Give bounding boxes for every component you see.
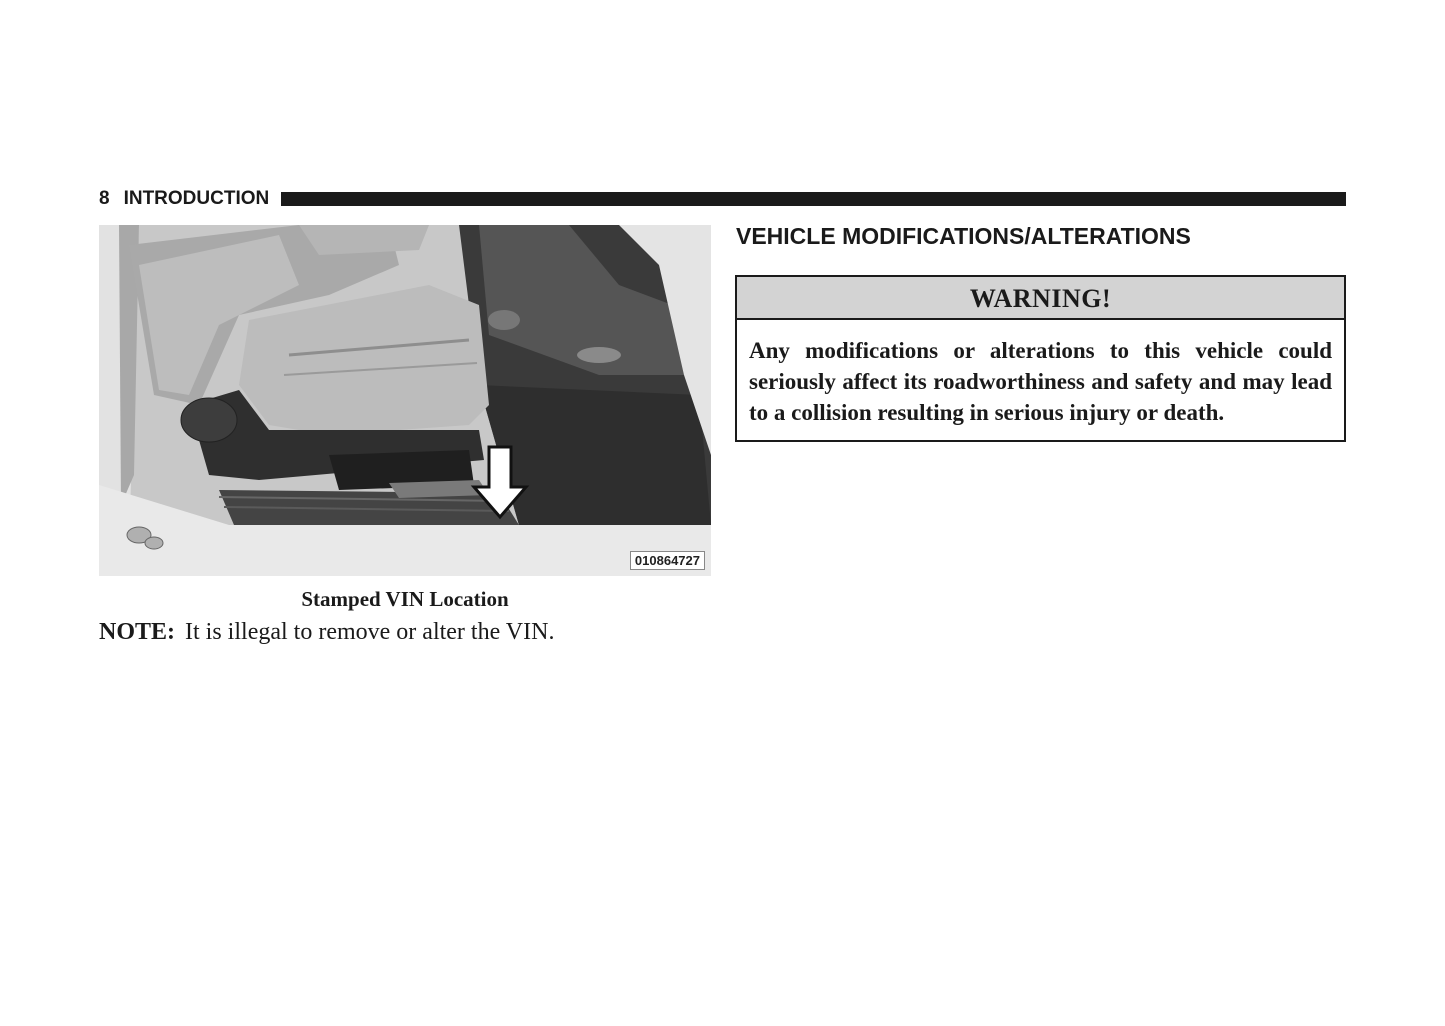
warning-box <box>735 275 1346 442</box>
page-header <box>99 188 1346 210</box>
vin-note <box>99 619 554 646</box>
page-number: 8 <box>99 188 110 209</box>
section-heading: VEHICLE MODIFICATIONS/ALTERATIONS <box>736 223 1191 249</box>
header-rule <box>281 192 1346 206</box>
vin-location-figure <box>99 225 711 576</box>
figure-caption: Stamped VIN Location <box>301 587 509 611</box>
note-text: It is illegal to remove or alter the VIN. <box>185 619 555 645</box>
note-label: NOTE: <box>99 619 176 645</box>
section-name: INTRODUCTION <box>123 188 270 209</box>
warning-text: Any modifications or alterations to this vehicle could seriously affect its roadworthiness and safety and may lead to a collision resulting in serious injury or death. <box>749 338 1332 425</box>
warning-title: WARNING! <box>737 277 1344 320</box>
car-seat-illustration <box>99 225 711 576</box>
figure-id-label: 010864727 <box>630 551 705 570</box>
